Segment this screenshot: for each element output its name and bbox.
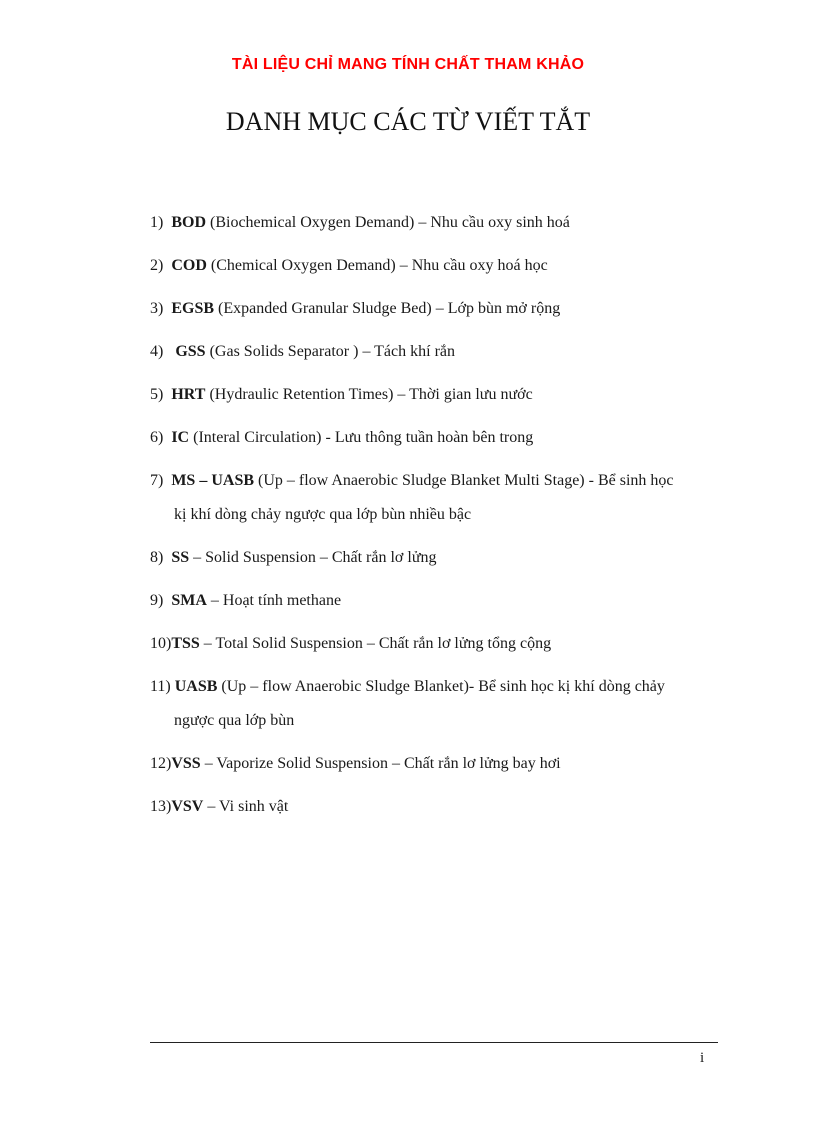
item-abbreviation: SS <box>171 549 190 566</box>
list-item <box>150 378 720 412</box>
list-item <box>150 206 720 240</box>
item-number: 12) <box>150 755 172 772</box>
list-item <box>150 335 720 369</box>
item-definition: (Up – flow Anaerobic Sludge Blanket Multi Stage) - Bể sinh học <box>258 472 674 489</box>
footer-divider <box>150 1042 718 1043</box>
page-number: i <box>700 1050 705 1066</box>
item-number: 4) <box>150 343 164 360</box>
list-item <box>150 249 720 283</box>
reference-notice: TÀI LIỆU CHỈ MANG TÍNH CHẤT THAM KHẢO <box>231 56 585 73</box>
item-definition: (Interal Circulation) - Lưu thông tuần hoàn bên trong <box>193 429 534 446</box>
item-abbreviation: GSS <box>175 343 206 360</box>
item-abbreviation: COD <box>171 257 207 274</box>
list-item <box>150 464 720 532</box>
page-title: DANH MỤC CÁC TỪ VIẾT TẮT <box>225 107 591 136</box>
item-number: 7) <box>150 472 164 489</box>
item-number: 1) <box>150 214 164 231</box>
abbreviation-list <box>150 206 720 824</box>
list-item <box>150 747 720 781</box>
item-definition: (Expanded Granular Sludge Bed) – Lớp bùn mở rộng <box>218 300 561 317</box>
item-number: 2) <box>150 257 164 274</box>
item-definition-continued: ngược qua lớp bùn <box>174 712 295 729</box>
item-abbreviation: SMA <box>171 592 207 609</box>
item-abbreviation: VSV <box>171 798 204 815</box>
item-number: 10) <box>150 635 172 652</box>
item-definition: – Total Solid Suspension – Chất rắn lơ lửng tổng cộng <box>203 635 552 652</box>
item-definition: (Hydraulic Retention Times) – Thời gian lưu nước <box>209 386 533 403</box>
item-number: 6) <box>150 429 164 446</box>
list-item <box>150 292 720 326</box>
item-definition: – Vaporize Solid Suspension – Chất rắn lơ lửng bay hơi <box>204 755 561 772</box>
item-abbreviation: VSS <box>171 755 201 772</box>
item-definition: (Gas Solids Separator ) – Tách khí rắn <box>209 343 455 360</box>
list-item <box>150 790 720 824</box>
list-item <box>150 584 720 618</box>
item-number: 11) <box>150 678 171 695</box>
item-definition: (Chemical Oxygen Demand) – Nhu cầu oxy hoá học <box>210 257 548 274</box>
item-definition: – Solid Suspension – Chất rắn lơ lửng <box>193 549 437 566</box>
item-definition: – Hoạt tính methane <box>210 592 342 609</box>
item-abbreviation: TSS <box>171 635 200 652</box>
item-definition-continued: kị khí dòng chảy ngược qua lớp bùn nhiều bậc <box>174 506 472 523</box>
item-abbreviation: EGSB <box>171 300 215 317</box>
item-definition: (Up – flow Anaerobic Sludge Blanket)- Bể sinh học kị khí dòng chảy <box>221 678 665 695</box>
item-definition: (Biochemical Oxygen Demand) – Nhu cầu oxy sinh hoá <box>210 214 570 231</box>
item-number: 9) <box>150 592 164 609</box>
item-abbreviation: HRT <box>171 386 206 403</box>
list-item <box>150 541 720 575</box>
item-definition: – Vi sinh vật <box>207 798 289 815</box>
item-number: 3) <box>150 300 164 317</box>
item-abbreviation: MS – UASB <box>171 472 255 489</box>
list-item <box>150 421 720 455</box>
list-item <box>150 670 720 738</box>
item-number: 5) <box>150 386 164 403</box>
item-abbreviation: UASB <box>174 678 218 695</box>
item-number: 8) <box>150 549 164 566</box>
item-number: 13) <box>150 798 172 815</box>
list-item <box>150 627 720 661</box>
item-abbreviation: BOD <box>171 214 206 231</box>
item-abbreviation: IC <box>171 429 190 446</box>
